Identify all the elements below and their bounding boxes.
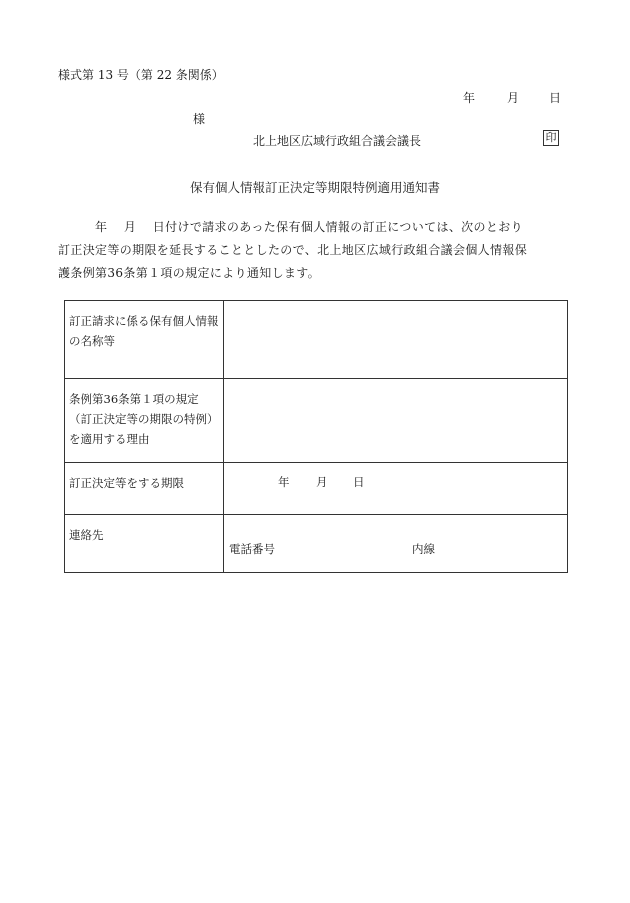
document-title: 保有個人情報訂正決定等期限特例適用通知書 <box>189 180 440 195</box>
notice-table <box>64 300 568 573</box>
row-label: 連絡先 <box>65 515 224 573</box>
date-year: 年 <box>463 91 476 105</box>
deadline-month: 月 <box>316 475 328 489</box>
body-line: 護条例第36条第１項の規定により通知します。 <box>58 266 321 280</box>
row-label: 条例第36条第１項の規定（訂正決定等の期限の特例）を適用する理由 <box>65 379 224 463</box>
seal-mark: 印 <box>543 130 559 146</box>
extension-label: 内線 <box>412 542 435 556</box>
contact-value <box>224 515 568 573</box>
table-row-reason <box>65 379 568 463</box>
body-line: 年 月 日付けで請求のあった保有個人情報の訂正については、次のとおり <box>58 220 523 234</box>
sender-name: 北上地区広域行政組合議会議長 <box>253 134 422 148</box>
table-row-info-name <box>65 301 568 379</box>
deadline-day: 日 <box>353 475 365 489</box>
issue-date <box>463 89 561 106</box>
row-label: 訂正決定等をする期限 <box>65 463 224 515</box>
addressee-suffix: 様 <box>193 112 206 126</box>
body-line: 訂正決定等の期限を延長することとしたので、北上地区広域行政組合議会個人情報保 <box>58 243 528 257</box>
notice-body <box>58 216 578 285</box>
form-number: 様式第 13 号（第 22 条関係） <box>58 68 224 82</box>
table-row-contact <box>65 515 568 573</box>
row-label: 訂正請求に係る保有個人情報の名称等 <box>65 301 224 379</box>
row-value <box>224 301 568 379</box>
row-value <box>224 379 568 463</box>
phone-label: 電話番号 <box>229 542 275 556</box>
deadline-year: 年 <box>278 475 290 489</box>
deadline-value <box>224 463 568 515</box>
table-row-deadline <box>65 463 568 515</box>
date-day: 日 <box>549 91 562 105</box>
date-month: 月 <box>507 91 520 105</box>
